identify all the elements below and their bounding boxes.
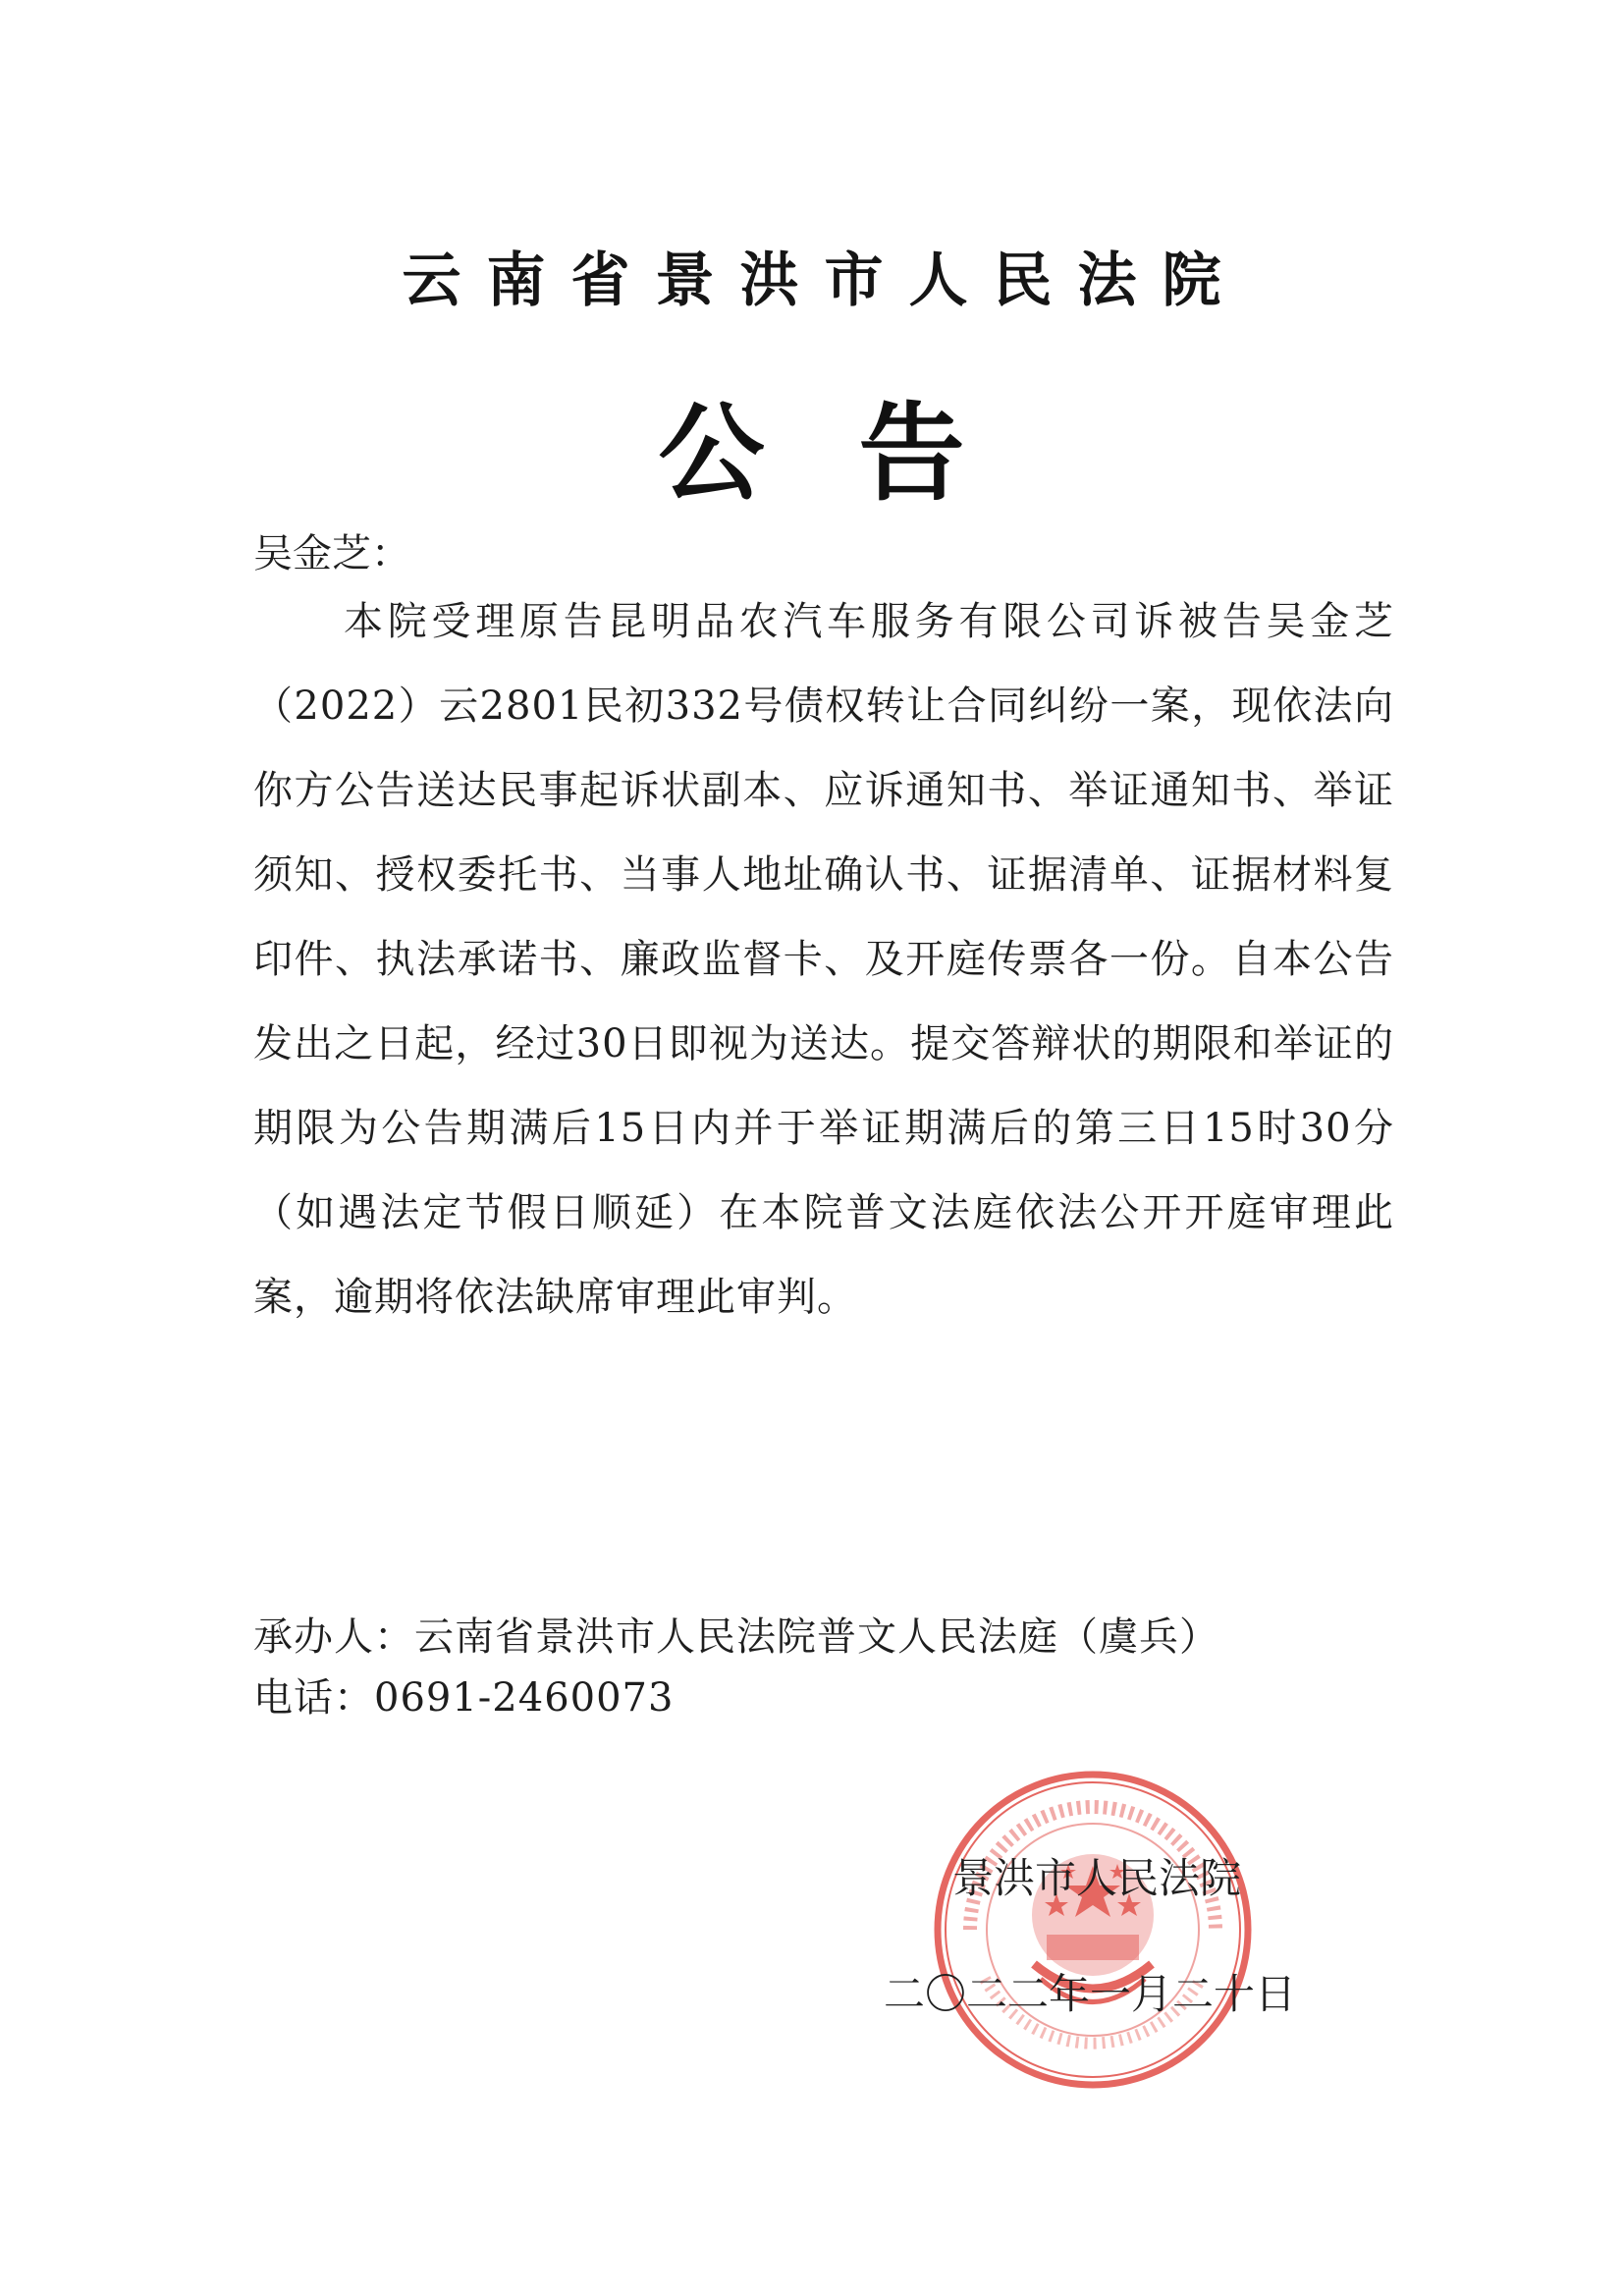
handler-line: 承办人：云南省景洪市人民法院普文人民法庭（虞兵） bbox=[253, 1614, 1219, 1660]
court-seal-icon bbox=[931, 1768, 1255, 2092]
signing-court: 景洪市人民法院 bbox=[952, 1854, 1242, 1902]
court-name-heading: 云南省景洪市人民法院 bbox=[402, 246, 1247, 315]
notice-body: 本院受理原告昆明品农汽车服务有限公司诉被告吴金芝（2022）云2801民初332号债权转让合同纠纷一案，现依法向你方公告送达民事起诉状副本、应诉通知书、举证通知书、举证须知、授权委托书、当事人地址确认书、证据清单、证据材料复印件、执法承诺书、廉政监督卡、及开庭传票各一份。自本公告发出之日起，经过30日即视为送达。提交答辩状的期限和举证的期限为公告期满后15日内并于举证期满后的第三日15时30分（如遇法定节假日顺延）在本院普文法庭依法公开开庭审理此案，逾期将依法缺席审理此审判。 bbox=[253, 599, 1394, 1320]
signing-date: 二〇二二年一月二十日 bbox=[884, 1970, 1297, 2018]
document-title: 公告 bbox=[658, 392, 1059, 516]
addressee: 吴金芝： bbox=[253, 531, 410, 576]
phone-line: 电话：0691-2460073 bbox=[253, 1675, 675, 1721]
